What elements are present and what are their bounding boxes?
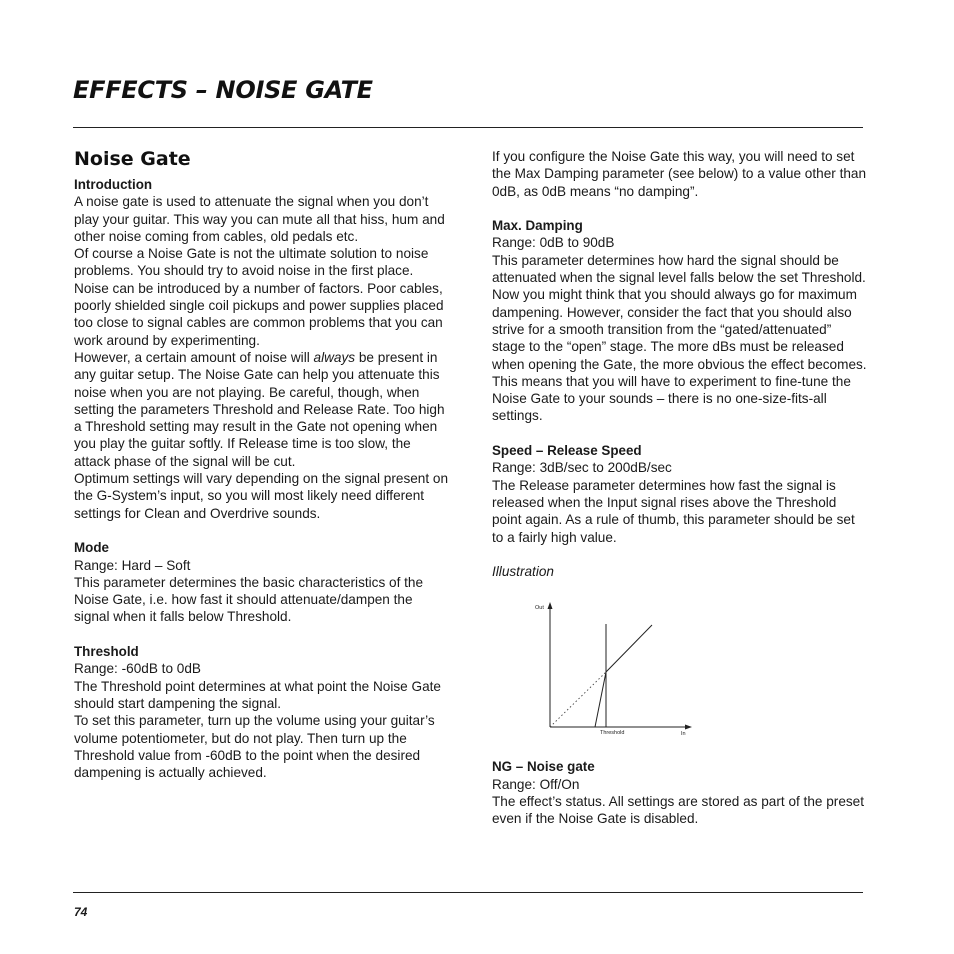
- illustration-label: Illustration: [492, 564, 554, 580]
- intro-paragraph-1: A noise gate is used to attenuate the signal when you don’t play your guitar. This way you can mute all that hiss, hum and other noise coming from cables, old pedals etc.: [74, 194, 445, 244]
- speed-range: Range: 3dB/sec to 200dB/sec: [492, 460, 672, 476]
- y-axis-label: Out: [535, 605, 544, 612]
- speed-heading: Speed – Release Speed: [492, 443, 642, 459]
- page-number: 74: [74, 905, 88, 919]
- output-response-line: [606, 625, 652, 672]
- threshold-paragraph-1: The Threshold point determines at what point the Noise Gate should start dampening the signal.: [74, 678, 441, 711]
- footer-rule: [73, 892, 863, 893]
- intro-heading: Introduction: [74, 177, 153, 192]
- damping-paragraph-1: This parameter determines how hard the signal should be attenuated when the signal level falls below the set Threshold.: [492, 252, 866, 286]
- threshold-axis-label: Threshold: [600, 730, 625, 737]
- intro-paragraph-4: Optimum settings will vary depending on the signal present on the G-System’s input, so you will most likely need different settings for Clean and Overdrive sounds.: [74, 471, 449, 521]
- left-column: [74, 146, 449, 781]
- damping-range: Range: 0dB to 90dB: [492, 235, 615, 251]
- x-axis-arrow: [685, 725, 692, 730]
- section-title: Noise Gate: [74, 148, 191, 170]
- y-axis-arrow: [548, 602, 553, 609]
- emphasis-always: always: [313, 349, 356, 365]
- unity-reference-line: [550, 672, 606, 727]
- intro-paragraph-3: However, a certain amount of noise will always be present in any guitar setup. The Noise Gate can help you attenuate this noise when you are not playing. Be careful, though, when setting the parameters Threshold and Release Rate. Too high a Threshold setting may result in the Gate not opening when you play the guitar softly. If Release time is too slow, the attack phase of the signal will be cut.: [74, 349, 445, 469]
- ng-description: The effect’s status. All settings are stored as part of the preset even if the Noise Gate is disabled.: [492, 794, 865, 827]
- speed-description: The Release parameter determines how fast the signal is released when the Input signal rises above the Threshold point again. As a rule of thumb, this parameter should be set to a fairly high value.: [492, 477, 855, 545]
- mode-range: Range: Hard – Soft: [74, 557, 191, 573]
- threshold-range: Range: -60dB to 0dB: [74, 661, 201, 677]
- threshold-paragraph-2: To set this parameter, turn up the volume using your guitar’s volume potentiometer, but do not play. Then turn up the Threshold value from -60dB to the point when the desired dampening is actually achieved.: [74, 713, 435, 781]
- noise-gate-graph: [492, 586, 692, 736]
- noise-gate-figure: [492, 586, 692, 736]
- config-paragraph: If you configure the Noise Gate this way, you will need to set the Max Damping parameter (see below) to a value other than 0dB, as 0dB means “no damping”.: [492, 149, 867, 199]
- damping-paragraph-2: Now you might think that you should always go for maximum dampening. However, consider the fact that you should also strive for a smooth transition from the “gated/attenuated” stage to the “open” stage. The more dBs must be released when opening the Gate, the more obvious the effect becomes. This means that you will have to experiment to fine-tune the Noise Gate to your sounds – there is no one-size-fits-all settings.: [492, 287, 867, 424]
- damping-heading: Max. Damping: [492, 218, 583, 234]
- mode-description: This parameter determines the basic characteristics of the Noise Gate, i.e. how fast it should attenuate/dampen the signal when it falls below Threshold.: [74, 574, 424, 625]
- header-rule: [73, 127, 863, 128]
- gate-transition-line: [595, 672, 606, 727]
- threshold-heading: Threshold: [74, 644, 139, 660]
- intro-paragraph-2: Of course a Noise Gate is not the ultimate solution to noise problems. You should try to avoid noise in the first place. Noise can be introduced by a number of factors. Poor cables, poorly shielded single coil pickups and power supplies placed too close to signal cables are common problems that you can work around by experimenting.: [74, 246, 444, 348]
- right-column: [492, 148, 867, 828]
- mode-heading: Mode: [74, 540, 109, 556]
- x-axis-label: In: [681, 731, 686, 737]
- ng-range: Range: Off/On: [492, 776, 580, 792]
- ng-heading: NG – Noise gate: [492, 759, 595, 775]
- page-title: EFFECTS – NOISE GATE: [73, 76, 373, 104]
